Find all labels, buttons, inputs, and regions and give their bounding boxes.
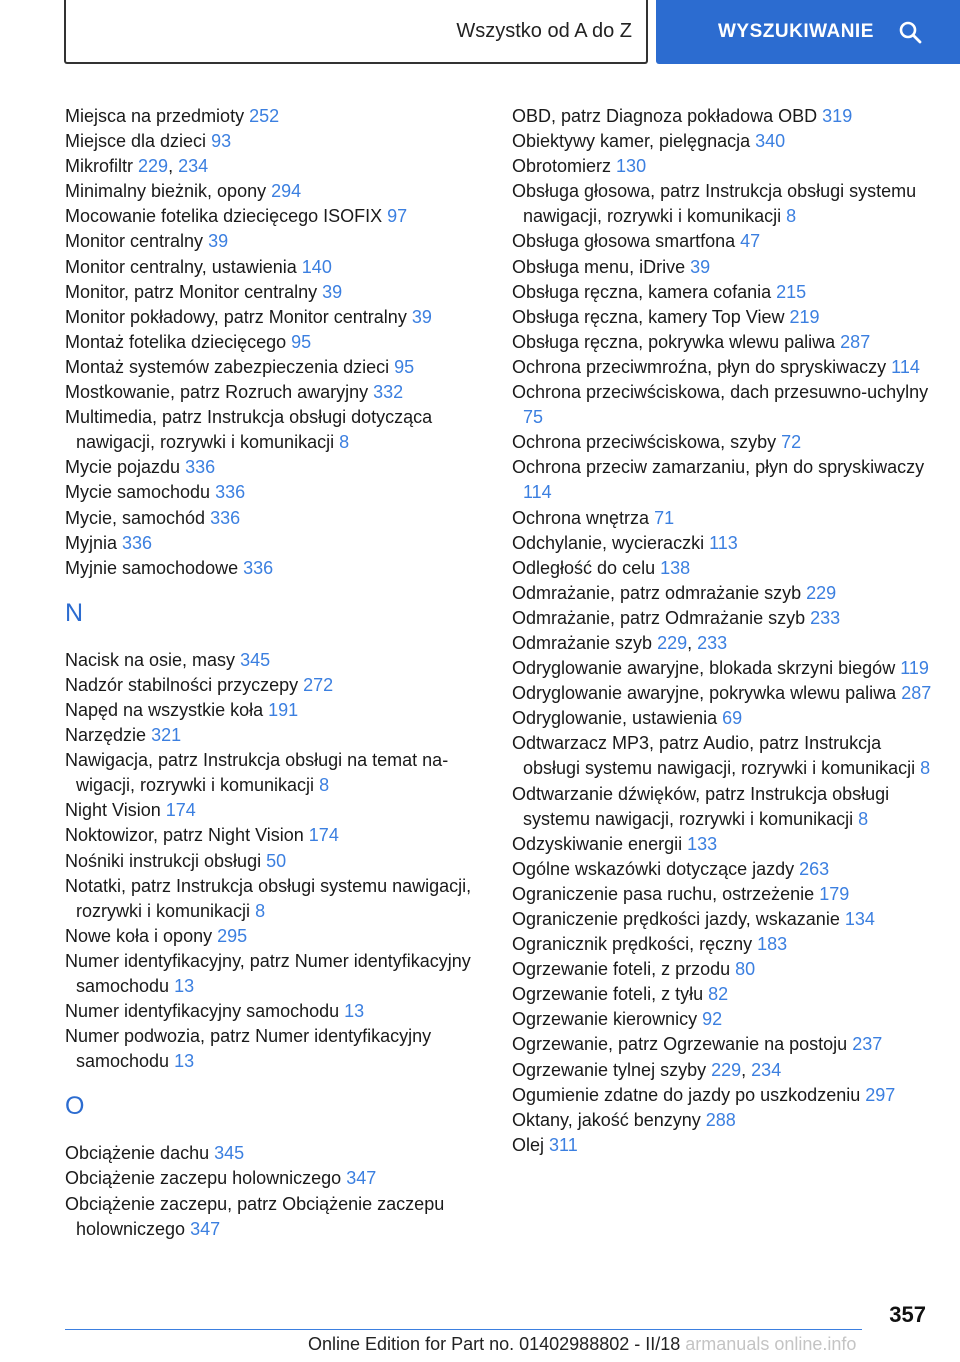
page-link[interactable]: 347 bbox=[190, 1218, 221, 1239]
index-entry-text: Odryglowanie awaryjne, blokada skrzyni biegów bbox=[512, 658, 896, 679]
index-entry bbox=[65, 798, 485, 823]
index-entry-text: Odzyskiwanie energii bbox=[512, 833, 683, 854]
index-entry bbox=[512, 982, 932, 1007]
footer-edition bbox=[308, 1334, 856, 1355]
page-link[interactable]: 8 bbox=[319, 775, 330, 796]
tab-search-label: WYSZUKIWANIE bbox=[718, 21, 874, 42]
index-entry-text: Obrotomierz bbox=[512, 156, 612, 177]
page-link[interactable]: 233 bbox=[810, 607, 841, 628]
index-entry bbox=[512, 255, 932, 280]
page-number: 357 bbox=[889, 1302, 926, 1327]
index-entry bbox=[65, 405, 485, 455]
page-link[interactable]: 114 bbox=[891, 356, 920, 377]
index-entry: Odmrażanie szyb 229, 233 bbox=[512, 632, 728, 653]
index-entry-text: Ochrona przeciwmroźna, płyn do spryskiwaczy bbox=[512, 356, 887, 377]
index-entry-text: Ogrzewanie foteli, z tyłu bbox=[512, 984, 704, 1005]
page-link[interactable]: 295 bbox=[217, 925, 248, 946]
page-link[interactable]: 237 bbox=[852, 1034, 883, 1055]
page-link[interactable]: 13 bbox=[174, 976, 195, 996]
page-link[interactable]: 8 bbox=[786, 206, 797, 227]
index-entry-text: Mycie, samochód bbox=[65, 507, 206, 528]
index-entry bbox=[65, 355, 485, 380]
page-link[interactable]: 272 bbox=[303, 674, 334, 695]
footer-edition-text: Online Edition for Part no. 01402988802 - II/18 bbox=[308, 1334, 681, 1354]
page-link[interactable]: 336 bbox=[122, 532, 153, 553]
footer-watermark: armanuals online.info bbox=[685, 1334, 857, 1354]
page-link[interactable]: 174 bbox=[165, 800, 196, 821]
index-entry-text: Mocowanie fotelika dziecięcego ISOFIX bbox=[65, 206, 383, 227]
page-link[interactable]: 294 bbox=[271, 181, 302, 202]
index-entry bbox=[65, 874, 485, 924]
index-entry-text: Obsługa ręczna, pokrywka wlewu paliwa bbox=[512, 331, 836, 352]
index-entry bbox=[512, 1007, 932, 1032]
page-link[interactable]: 114 bbox=[523, 482, 552, 503]
page-link[interactable]: 297 bbox=[865, 1084, 896, 1105]
search-icon bbox=[898, 20, 922, 44]
page-link[interactable]: 97 bbox=[387, 206, 408, 227]
index-entry-text: Montaż systemów zabezpieczenia dzieci bbox=[65, 356, 390, 377]
page-link[interactable]: 336 bbox=[243, 557, 274, 578]
index-entry-text: Night Vision bbox=[65, 800, 161, 821]
index-entry bbox=[65, 1024, 485, 1074]
index-entry bbox=[65, 280, 485, 305]
index-entry bbox=[65, 531, 485, 556]
index-entry-text: Ogólne wskazówki dotyczące jazdy bbox=[512, 858, 795, 879]
index-entry bbox=[512, 957, 932, 982]
index-entry bbox=[65, 698, 485, 723]
page-link[interactable]: 47 bbox=[740, 231, 761, 252]
page-link[interactable]: 252 bbox=[249, 106, 280, 126]
index-entry bbox=[65, 1166, 485, 1191]
index-entry-text: Odchylanie, wycieraczki bbox=[512, 532, 705, 553]
page-link[interactable]: 13 bbox=[344, 1001, 365, 1022]
index-entry bbox=[512, 681, 932, 706]
index-entry bbox=[65, 480, 485, 505]
index-entry-text: Odmrażanie, patrz Odmrażanie szyb bbox=[512, 607, 806, 628]
index-entry bbox=[512, 229, 932, 254]
page-link[interactable]: 215 bbox=[776, 281, 807, 302]
index-entry-text: Myjnia bbox=[65, 532, 118, 553]
index-entry: Ogrzewanie tylnej szyby 229, 234 bbox=[512, 1059, 782, 1080]
index-entry bbox=[65, 648, 485, 673]
index-entry bbox=[512, 706, 932, 731]
index-entry bbox=[512, 556, 932, 581]
index-column-right bbox=[512, 104, 932, 1158]
index-entry bbox=[65, 305, 485, 330]
index-entry-text: Numer identyfikacyjny, patrz Numer identyfikacyjny samochodu bbox=[65, 950, 471, 996]
index-entry-text: Ogrzewanie, patrz Ogrzewanie na postoju bbox=[512, 1034, 848, 1055]
index-entry bbox=[512, 104, 932, 129]
index-entry-text: Odmrażanie, patrz odmrażanie szyb bbox=[512, 582, 802, 603]
index-entry-text: Ogranicznik prędkości, ręczny bbox=[512, 934, 753, 955]
page-link[interactable]: 347 bbox=[346, 1168, 377, 1189]
index-entry-text: Miejsce dla dzieci bbox=[65, 131, 207, 152]
index-entry-text: Obiektywy kamer, pielęgnacja bbox=[512, 131, 751, 152]
index-entry-text: Ochrona wnętrza bbox=[512, 507, 650, 528]
index-entry bbox=[512, 832, 932, 857]
page-link[interactable]: 130 bbox=[616, 156, 647, 177]
page-link[interactable]: 113 bbox=[709, 532, 738, 553]
index-entry-text: Ochrona przeciwściskowa, dach przesuwno-uchylny bbox=[512, 382, 929, 403]
index-entry-text: Ogumienie zdatne do jazdy po uszkodzeniu bbox=[512, 1084, 861, 1105]
page-link[interactable]: 219 bbox=[789, 306, 820, 327]
index-entry-text: Monitor centralny bbox=[65, 231, 204, 252]
index-entry bbox=[512, 656, 932, 681]
page-link[interactable]: 50 bbox=[266, 850, 287, 871]
page-link[interactable]: 82 bbox=[708, 984, 729, 1005]
index-entry-text: Ochrona przeciw zamarzaniu, płyn do spryskiwaczy bbox=[512, 457, 925, 478]
index-column-left bbox=[65, 104, 485, 1242]
index-entry-text: Obsługa ręczna, kamery Top View bbox=[512, 306, 785, 327]
index-entry bbox=[512, 857, 932, 882]
tab-search[interactable] bbox=[656, 0, 960, 64]
page-link[interactable]: 233 bbox=[697, 632, 728, 653]
index-entry-text: Obsługa menu, iDrive bbox=[512, 256, 686, 277]
index-entry-text: Ogrzewanie foteli, z przodu bbox=[512, 959, 731, 980]
index-entry-text: Noktowizor, patrz Night Vision bbox=[65, 825, 304, 846]
index-entry bbox=[65, 506, 485, 531]
index-entry-text: Odryglowanie awaryjne, pokrywka wlewu paliwa bbox=[512, 683, 897, 704]
index-entry bbox=[65, 849, 485, 874]
page-link[interactable]: 93 bbox=[211, 131, 232, 152]
index-entry-text: Mycie samochodu bbox=[65, 482, 211, 503]
page-link[interactable]: 336 bbox=[215, 482, 246, 503]
index-entry-text: Olej bbox=[512, 1134, 545, 1155]
page-link[interactable]: 39 bbox=[690, 256, 711, 277]
index-entry-text: OBD, patrz Diagnoza pokładowa OBD bbox=[512, 106, 818, 126]
page-link[interactable]: 311 bbox=[549, 1134, 578, 1155]
index-entry bbox=[65, 999, 485, 1024]
index-entry bbox=[65, 455, 485, 480]
page-link[interactable]: 8 bbox=[255, 900, 266, 921]
page-link[interactable]: 119 bbox=[900, 658, 929, 679]
page-link[interactable]: 336 bbox=[210, 507, 241, 528]
index-entry-text: Obsługa głosowa smartfona bbox=[512, 231, 736, 252]
index-entry-text: Nawigacja, patrz Instrukcja obsługi na temat nawigacji, rozrywki i komunikacji bbox=[65, 750, 449, 796]
index-entry bbox=[65, 556, 485, 581]
index-letter-heading: N bbox=[65, 598, 84, 627]
index-entry bbox=[65, 673, 485, 698]
index-entry-text: Numer identyfikacyjny samochodu bbox=[65, 1001, 340, 1022]
index-entry-text: Notatki, patrz Instrukcja obsługi systemu nawigacji, rozrywki i komunikacji bbox=[65, 875, 472, 921]
index-entry-text: Odmrażanie szyb bbox=[512, 632, 653, 653]
index-entry-text: Obsługa ręczna, kamera cofania bbox=[512, 281, 772, 302]
index-entry bbox=[512, 1108, 932, 1133]
index-entry bbox=[65, 380, 485, 405]
index-entry: Mikrofiltr 229, 234 bbox=[65, 156, 209, 177]
page-link[interactable]: 138 bbox=[660, 557, 691, 578]
tab-a-to-z-label: Wszystko od A do Z bbox=[456, 19, 632, 42]
page-link[interactable]: 13 bbox=[174, 1051, 195, 1072]
index-entry bbox=[512, 330, 932, 355]
index-entry-text: Ochrona przeciwściskowa, szyby bbox=[512, 432, 777, 453]
index-entry bbox=[512, 907, 932, 932]
index-entry-text: Monitor centralny, ustawienia bbox=[65, 256, 297, 277]
index-entry bbox=[512, 430, 932, 455]
index-entry bbox=[512, 355, 932, 380]
page-link[interactable]: 229 bbox=[657, 632, 688, 653]
index-entry-text: Ogrzewanie tylnej szyby bbox=[512, 1059, 707, 1080]
page-link[interactable]: 71 bbox=[654, 507, 675, 528]
index-entry-text: Nacisk na osie, masy bbox=[65, 649, 236, 670]
page-link[interactable]: 95 bbox=[394, 356, 415, 377]
index-entry bbox=[512, 305, 932, 330]
index-entry-text: Myjnie samochodowe bbox=[65, 557, 239, 578]
index-entry-text: Mycie pojazdu bbox=[65, 457, 181, 478]
index-entry-text: Ogrzewanie kierownicy bbox=[512, 1009, 698, 1030]
index-entry bbox=[65, 229, 485, 254]
page-link[interactable]: 8 bbox=[339, 432, 350, 453]
tab-a-to-z[interactable] bbox=[64, 0, 648, 64]
page-link[interactable]: 345 bbox=[240, 649, 271, 670]
page-link[interactable]: 288 bbox=[705, 1109, 736, 1130]
index-entry-text: Montaż fotelika dziecięcego bbox=[65, 331, 287, 352]
index-entry-text: Nowe koła i opony bbox=[65, 925, 213, 946]
index-entry-text: Odtwarzacz MP3, patrz Audio, patrz Instrukcja obsługi systemu nawigacji, rozrywki i komunikacji bbox=[512, 733, 916, 779]
index-entry bbox=[65, 723, 485, 748]
page-link[interactable]: 134 bbox=[844, 909, 875, 929]
index-entry-text: Obsługa głosowa, patrz Instrukcja obsługi systemu nawigacji, rozrywki i komunikacji bbox=[512, 181, 917, 227]
index-entry-text: Ograniczenie pasa ruchu, ostrzeżenie bbox=[512, 883, 815, 904]
index-letter-heading: O bbox=[65, 1092, 85, 1121]
index-entry bbox=[65, 129, 485, 154]
index-entry-text: Mostkowanie, patrz Rozruch awaryjny bbox=[65, 382, 369, 403]
index-entry-text: Napęd na wszystkie koła bbox=[65, 699, 264, 720]
index-entry bbox=[512, 932, 932, 957]
index-entry bbox=[512, 1133, 932, 1158]
index-entry-text: Nadzór stabilności przyczepy bbox=[65, 674, 299, 695]
page-link[interactable]: 140 bbox=[301, 256, 332, 277]
page-link[interactable]: 75 bbox=[523, 407, 544, 428]
index-entry bbox=[65, 1141, 485, 1166]
page-link[interactable]: 287 bbox=[840, 331, 871, 352]
index-entry bbox=[512, 380, 932, 430]
index-entry-text: Mikrofiltr bbox=[65, 156, 133, 177]
page-link[interactable]: 92 bbox=[702, 1009, 723, 1030]
page-link[interactable]: 72 bbox=[781, 432, 802, 453]
index-entry-text: Miejsca na przedmioty bbox=[65, 106, 245, 126]
page-link[interactable]: 234 bbox=[751, 1059, 782, 1080]
page-link[interactable]: 39 bbox=[322, 281, 343, 302]
index-entry-text: Monitor pokładowy, patrz Monitor centralny bbox=[65, 306, 407, 327]
page-link[interactable]: 229 bbox=[138, 156, 169, 177]
page-link[interactable]: 39 bbox=[411, 306, 432, 327]
page-link[interactable]: 179 bbox=[819, 883, 850, 904]
page-link[interactable]: 133 bbox=[687, 833, 718, 854]
index-entry-text: Obciążenie zaczepu holowniczego bbox=[65, 1168, 342, 1189]
page-link[interactable]: 69 bbox=[722, 708, 743, 729]
index-entry bbox=[65, 104, 485, 129]
page-link[interactable]: 8 bbox=[858, 808, 869, 829]
index-entry-text: Narzędzie bbox=[65, 725, 147, 746]
page-link[interactable]: 345 bbox=[214, 1143, 245, 1164]
index-entry bbox=[512, 1032, 932, 1057]
index-entry bbox=[65, 949, 485, 999]
index-entry bbox=[512, 782, 932, 832]
index-entry-text: Obciążenie zaczepu, patrz Obciążenie zaczepu holowniczego bbox=[65, 1193, 445, 1239]
index-entry-text: Odtwarzanie dźwięków, patrz Instrukcja obsługi systemu nawigacji, rozrywki i komunikacji bbox=[512, 783, 890, 829]
index-entry-text: Ograniczenie prędkości jazdy, wskazanie bbox=[512, 909, 840, 929]
index-entry bbox=[512, 506, 932, 531]
index-entry bbox=[512, 179, 932, 229]
index-entry bbox=[512, 455, 932, 505]
page-link[interactable]: 95 bbox=[291, 331, 312, 352]
page-link[interactable]: 80 bbox=[735, 959, 756, 980]
footer-divider bbox=[65, 1329, 862, 1330]
index-entry-text: Multimedia, patrz Instrukcja obsługi dotycząca nawigacji, rozrywki i komunikacji bbox=[65, 407, 433, 453]
index-entry-text: Obciążenie dachu bbox=[65, 1143, 210, 1164]
index-entry-text: Numer podwozia, patrz Numer identyfikacyjny samochodu bbox=[65, 1026, 432, 1072]
index-entry bbox=[512, 731, 932, 781]
page-link[interactable]: 321 bbox=[151, 725, 182, 746]
index-entry-text: Monitor, patrz Monitor centralny bbox=[65, 281, 318, 302]
index-entry bbox=[65, 179, 485, 204]
index-entry bbox=[512, 581, 932, 606]
page-link[interactable]: 287 bbox=[901, 683, 932, 704]
index-entry bbox=[65, 255, 485, 280]
index-entry bbox=[65, 823, 485, 848]
index-entry bbox=[65, 1192, 485, 1242]
index-entry-text: Nośniki instrukcji obsługi bbox=[65, 850, 262, 871]
page-link[interactable]: 229 bbox=[711, 1059, 742, 1080]
page-link[interactable]: 229 bbox=[806, 582, 837, 603]
index-entry-text: Odległość do celu bbox=[512, 557, 656, 578]
page-link[interactable]: 332 bbox=[373, 382, 404, 403]
index-entry-text: Odryglowanie, ustawienia bbox=[512, 708, 718, 729]
page-link[interactable]: 263 bbox=[799, 858, 830, 879]
index-entry-text: Oktany, jakość benzyny bbox=[512, 1109, 701, 1130]
index-entry bbox=[65, 330, 485, 355]
page-link[interactable]: 319 bbox=[822, 106, 853, 126]
index-entry bbox=[512, 531, 932, 556]
page-link[interactable]: 174 bbox=[308, 825, 339, 846]
page-link[interactable]: 191 bbox=[268, 699, 299, 720]
page-link[interactable]: 336 bbox=[185, 457, 216, 478]
index-entry bbox=[512, 280, 932, 305]
page-link[interactable]: 234 bbox=[178, 156, 209, 177]
header-tabs bbox=[0, 0, 960, 66]
index-entry bbox=[512, 606, 932, 631]
page-link[interactable]: 183 bbox=[757, 934, 788, 955]
index-entry bbox=[65, 204, 485, 229]
index-entry bbox=[512, 154, 932, 179]
index-entry bbox=[65, 924, 485, 949]
index-entry bbox=[512, 882, 932, 907]
page-link[interactable]: 8 bbox=[920, 758, 931, 779]
index-entry bbox=[65, 748, 485, 798]
page-link[interactable]: 39 bbox=[208, 231, 229, 252]
page-link[interactable]: 340 bbox=[755, 131, 786, 152]
index-entry bbox=[512, 1083, 932, 1108]
index-entry-text: Minimalny bieżnik, opony bbox=[65, 181, 267, 202]
index-entry bbox=[512, 129, 932, 154]
